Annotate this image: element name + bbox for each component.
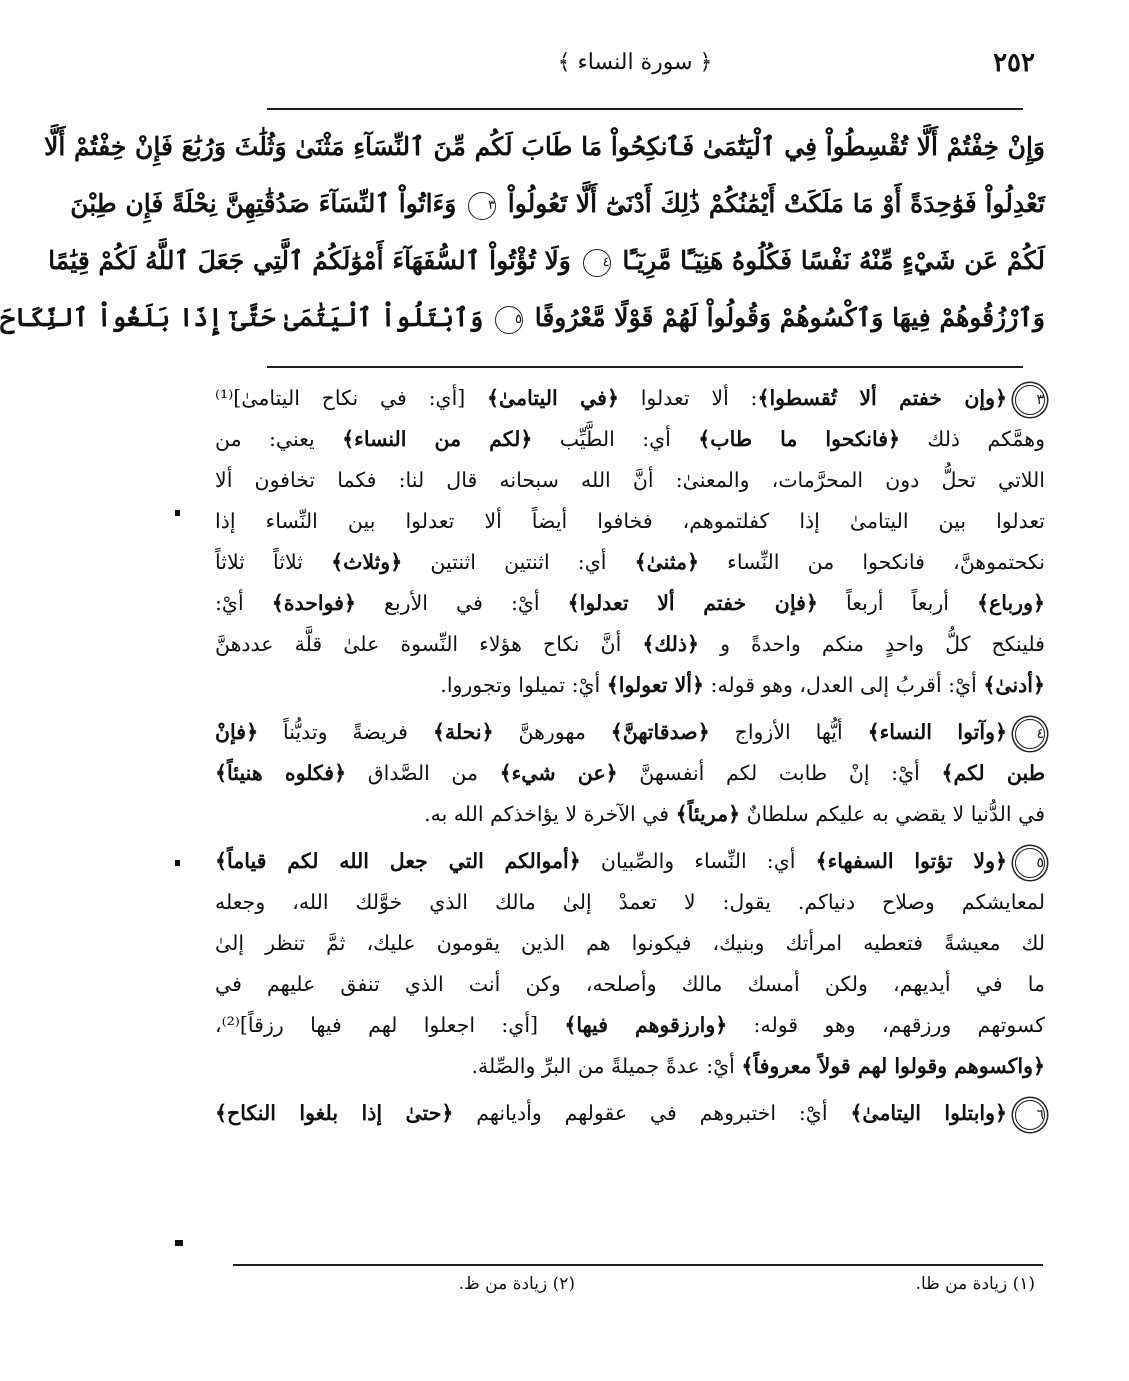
- page-header: [235, 48, 1035, 88]
- scan-edge-mark: [175, 510, 180, 516]
- quoted-verse: ﴿صدقاتهنَّ﴾: [610, 720, 710, 744]
- commentary-line: [215, 665, 1045, 706]
- text: في الدُّنيا لا يقضي به عليكم سلطانٌ: [740, 802, 1045, 826]
- quoted-verse: ﴿فإنْ: [215, 720, 259, 744]
- commentary-line: اللاتي تحلُّ دون المحرَّمات، والمعنىٰ: أنَّ الله سبحانه قال لنا: فكما تخافون ألا: [215, 468, 1045, 492]
- commentary-line: ما في أيديهم، ولكن أمسك مالك وأصلحه، وكن أنت الذي تنفق عليهم في: [215, 972, 1045, 996]
- commentary-line: [215, 542, 1045, 583]
- quran-text: وَٱرْزُقُوهُمْ فِيهَا وَٱكْسُوهُمْ وَقُولُواْ لَهُمْ قَوْلًا مَّعْرُوفًا: [534, 303, 1045, 332]
- verse-marker: ٤: [583, 249, 611, 277]
- commentary-line: [215, 419, 1045, 460]
- text: أيُّها الأزواج: [709, 720, 868, 744]
- text: كسوتهم ورزقهم، وهو قوله:: [727, 1013, 1045, 1037]
- commentary-line: [215, 712, 1045, 753]
- text: وهمَّكم ذلك: [900, 427, 1045, 451]
- text: أيْ: اختبروهم في عقولهم وأديانهم: [453, 1101, 851, 1125]
- commentary-paragraph-6: [215, 1093, 1045, 1134]
- commentary-paragraph-5: [215, 841, 1045, 1087]
- text: من الصَّداق: [346, 761, 500, 785]
- footnote-rule: [233, 1264, 1043, 1266]
- quoted-verse: ﴿حتىٰ إذا بلغوا النكاح﴾: [215, 1101, 454, 1125]
- quoted-verse: ﴿فإن خفتم ألا تعدلوا﴾: [567, 591, 818, 615]
- quoted-verse: ﴿عن شيء﴾: [499, 761, 618, 785]
- quoted-verse: ﴿واكسوهم وقولوا لهم قولاً معروفاً﴾: [741, 1054, 1045, 1078]
- commentary-line: لك معيشةً فتعطيه امرأتك وبنيك، فيكونوا هم الذين يقومون عليك، ثمَّ تنظر إلىٰ: [215, 931, 1045, 955]
- quran-line: [48, 232, 1045, 289]
- verse-number-badge: ٦: [1015, 1100, 1045, 1130]
- footnotes: [235, 1274, 1035, 1304]
- commentary-line: [215, 753, 1045, 794]
- commentary: [215, 378, 1045, 1140]
- quoted-verse: ﴿ذلك﴾: [642, 632, 700, 656]
- quoted-verse: ﴿وارزقوهم فيها﴾: [564, 1013, 728, 1037]
- quran-text: وَٱبْتَلُواْ ٱلْيَتَٰمَىٰ حَتَّىٰٓ إِذَا بَلَغُواْ ٱلنِّكَاحَ: [0, 303, 484, 332]
- commentary-line: [215, 1005, 1045, 1046]
- commentary-paragraph-4: [215, 712, 1045, 835]
- scan-edge-mark: [175, 860, 180, 866]
- commentary-paragraph-3: [215, 378, 1045, 706]
- commentary-line: [215, 794, 1045, 835]
- quoted-verse: ﴿مريئاً﴾: [675, 802, 741, 826]
- commentary-line: [215, 583, 1045, 624]
- quoted-verse: ﴿وآتوا النساء﴾: [867, 720, 1007, 744]
- quran-verses: [0, 118, 1045, 346]
- footnote-2: (٢) زيادة من ظ.: [458, 1274, 575, 1294]
- text: أيْ: عدةً جميلةً من البرِّ والصِّلة.: [471, 1054, 742, 1078]
- quoted-verse: ﴿ولا تؤتوا السفهاء﴾: [815, 849, 1007, 873]
- text: نكحتموهنَّ، فانكحوا من النِّساء: [699, 550, 1046, 574]
- text: أنَّ نكاح هؤلاء النِّسوة علىٰ قلَّة عددهنَّ: [215, 632, 643, 656]
- verse-marker: ٥: [495, 306, 523, 334]
- quoted-verse: ﴿مثنىٰ﴾: [634, 550, 700, 574]
- text: أربعاً أربعاً: [817, 591, 977, 615]
- text: فريضةً وتديُّناً: [258, 720, 433, 744]
- text: في الآخرة لا يؤاخذكم الله به.: [424, 802, 676, 826]
- footnote-1: (١) زيادة من ظا.: [915, 1274, 1035, 1294]
- text: أيْ: تميلوا وتجوروا.: [440, 673, 607, 697]
- section-rule: [267, 366, 1023, 368]
- quran-line: [0, 289, 1045, 346]
- quoted-verse: ﴿ألا تعولوا﴾: [606, 673, 705, 697]
- quoted-verse: ﴿فكلوه هنيئاً﴾: [215, 761, 347, 785]
- text: أيْ: في الأربع: [356, 591, 568, 615]
- text: مهورهنَّ: [493, 720, 611, 744]
- commentary-line: تعدلوا بين اليتامىٰ إذا كفلتموهم، فخافوا أيضاً ألا تعدلوا بين النِّساء إذا: [215, 509, 1045, 533]
- quran-text: وَإِنْ خِفْتُمْ أَلَّا تُقْسِطُواْ فِي ٱلْيَتَٰمَىٰ فَٱنكِحُواْ مَا طَابَ لَكُم مِّنَ ٱلنِّسَآءِ مَثْنَىٰ وَثُلَٰثَ وَرُبَٰعَ فَإِنْ خِفْتُمْ أَلَّا: [44, 132, 1045, 161]
- header-rule: [267, 108, 1023, 110]
- text: أي: النِّساء والصِّبيان: [580, 849, 816, 873]
- quoted-verse: ﴿في اليتامىٰ﴾: [487, 386, 619, 410]
- quoted-verse: ﴿فانكحوا ما طاب﴾: [698, 427, 901, 451]
- verse-number-badge: ٤: [1015, 719, 1045, 749]
- quran-text: لَكُمْ عَن شَيْءٍ مِّنْهُ نَفْسًا فَكُلُوهُ هَنِيٓـًٔا مَّرِيٓـًٔا: [622, 246, 1045, 275]
- text: فلينكح كلُّ واحدٍ منكم واحدةً و: [699, 632, 1045, 656]
- commentary-line: [215, 378, 1045, 419]
- quoted-verse: ﴿ورباع﴾: [976, 591, 1045, 615]
- text: أيْ:: [215, 591, 272, 615]
- text: ثلاثاً ثلاثاً: [215, 550, 332, 574]
- text: أيْ: أقربُ إلى العدل، وهو قوله:: [704, 673, 984, 697]
- quran-text: وَلَا تُؤْتُواْ ٱلسُّفَهَآءَ أَمْوَٰلَكُمُ ٱلَّتِي جَعَلَ ٱللَّهُ لَكُمْ قِيَٰمًا: [48, 246, 571, 275]
- commentary-line: [215, 1046, 1045, 1087]
- verse-number-badge: ٣: [1015, 385, 1045, 415]
- text: [أي: اجعلوا لهم فيها رزقاً]⁽²⁾،: [215, 1013, 565, 1037]
- verse-number-badge: ٥: [1015, 848, 1045, 878]
- quoted-verse: ﴿وإن خفتم ألا تُقسطوا﴾: [757, 386, 1008, 410]
- quoted-verse: ﴿أدنىٰ﴾: [983, 673, 1045, 697]
- text: [أي: في نكاح اليتامىٰ]⁽¹⁾: [215, 386, 488, 410]
- quran-text: تَعْدِلُواْ فَوَٰحِدَةً أَوْ مَا مَلَكَتْ أَيْمَٰنُكُمْ ذَٰلِكَ أَدْنَىٰٓ أَلَّا تَعُولُواْ: [507, 189, 1045, 218]
- commentary-line: [215, 841, 1045, 882]
- quoted-verse: ﴿أموالكم التي جعل الله لكم قياماً﴾: [215, 849, 581, 873]
- commentary-line: لمعايشكم وصلاح دنياكم. يقول: لا تعمدْ إلىٰ مالك الذي خوَّلك الله، وجعله: [215, 890, 1045, 914]
- quoted-verse: ﴿وثلاث﴾: [331, 550, 403, 574]
- quran-line: [70, 175, 1045, 232]
- quoted-verse: طبن لكم﴾: [941, 761, 1046, 785]
- quoted-verse: ﴿لكم من النساء﴾: [342, 427, 533, 451]
- text: يعني: من: [215, 427, 343, 451]
- quoted-verse: ﴿وابتلوا اليتامىٰ﴾: [850, 1101, 1008, 1125]
- text: أي: اثنتين اثنتين: [402, 550, 635, 574]
- scan-edge-mark: [175, 1240, 183, 1246]
- quoted-verse: ﴿فواحدة﴾: [271, 591, 356, 615]
- commentary-line: [215, 624, 1045, 665]
- text: أي: الطَّيِّب: [532, 427, 699, 451]
- quran-text: وَءَاتُواْ ٱلنِّسَآءَ صَدُقَٰتِهِنَّ نِحْلَةً فَإِن طِبْنَ: [70, 189, 457, 218]
- text: : ألا تعدلوا: [618, 386, 758, 410]
- commentary-line: [215, 1093, 1045, 1134]
- page-number: ٢٥٢: [993, 48, 1035, 78]
- quoted-verse: ﴿نحلة﴾: [432, 720, 494, 744]
- quran-line: [44, 118, 1045, 175]
- surah-title: ﴿ سورة النساء ﴾: [557, 50, 713, 75]
- verse-marker: ٣: [468, 192, 496, 220]
- text: أيْ: إنْ طابت لكم أنفسهنَّ: [617, 761, 942, 785]
